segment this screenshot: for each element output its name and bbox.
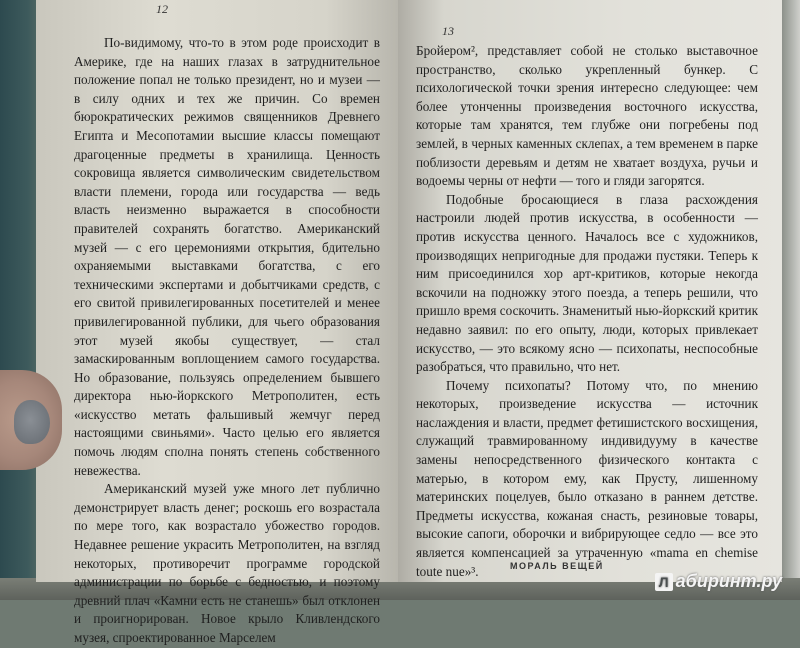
right-page <box>398 0 782 582</box>
running-title: МОРАЛЬ ВЕЩЕЙ <box>510 561 604 572</box>
labirint-logo-icon: Л <box>655 573 673 591</box>
page-number-right: 13 <box>442 24 454 38</box>
left-paragraph-1: По-видимому, что-то в этом роде происходит в Америке, где на наших глазах в затруднительное положение попал не только президент, но и музеи — в силу одних и тех же причин. Со времен бюрократических режимов священников Древнего Египта и Месопотамии высшие классы помещают драгоценные предметы в хранилища. Ценность сокровища является символическим свидетельством власти племени, города или государства — ведь власть неизменно выражается в способности правителей сохранять богатство. Американский музей — с его церемониями открытия, бдительно охраняемыми выставками богатства, с его техническими экспертами и добытчиками средств, с его свитой привилегированных посетителей и менее привилегированной публики, для чьего образования этот музей якобы существует, — стал замаскированным воплощением самого государства. Но образование, пользуясь определением бывшего директора нью-йоркского Метрополитен, есть «искусство метать фальшивый жемчуг перед настоящими свиньями». Часто целью его является помочь людям сполна понять степень собственного невежества. <box>74 35 380 478</box>
watermark-text: абиринт.ру <box>675 571 782 591</box>
right-paragraph-2: Подобные бросающиеся в глаза расхождения настроили людей против искусства, в особенности — против искусства ценного. Началось все с художников, производящих непригодные для продажи пустяки. Теперь к ним присоединился хор арт-критиков, которые некогда вскочили на подножку этого поезда, а теперь решили, что пришло время соскочить. Знаменитый нью-йоркский критик недавно заявил: по его опыту, люди, которых привлекает искусство, — это всякому ясно — психопаты, неспособные разобраться, что правильно, что нет. <box>416 191 758 375</box>
fingernail <box>14 400 50 444</box>
left-page <box>36 0 398 645</box>
right-paragraph-1: Бройером², представляет собой не столько выставочное пространство, сколько укрепленный бункер. С психологической точки зрения интересно следующее: чем более утонченны произведения восточного искусства, которые там хранятся, тем глубже они погребены под землей, в черных каменных склепах, а тем временем в парке поблизости деревьям и детям не хватает воздуха, ручьи и водоемы черны от нефти — того и гляди загорятся. <box>416 43 758 189</box>
right-paragraph-3: Почему психопаты? Потому что, по мнению некоторых, произведение искусства — источник наслаждения и власти, предмет фетишистского восхищения, служащий травмированному индивидууму в качестве замены непосредственного физического контакта с матерью, в котором ему, как Прусту, лишенному материнских поцелуев, было отказано в раннем детстве. Предметы искусства, кожаная снасть, резиновые товары, высокие сапоги, оборочки и вибрирующее седло — все это является компенсацией за утраченную «mama en chemise toute nue»³. <box>416 377 758 579</box>
background-right <box>782 0 800 600</box>
left-paragraph-2: Американский музей уже много лет публично демонстрирует власть денег; роскошь его возрастала по мере того, как возрастало убожество городов. Недавнее решение украсить Метрополитен, на взгляд некоторых, противоречит программе городской администрации по борьбе с бедностью, и поэтому древний плач «Камни есть не станешь» был отклонен и проигнорирован. Новое крыло Кливлендского музея, спроектированное Марселем <box>74 481 380 645</box>
watermark-logo <box>655 571 782 592</box>
page-number-left: 12 <box>156 2 168 16</box>
